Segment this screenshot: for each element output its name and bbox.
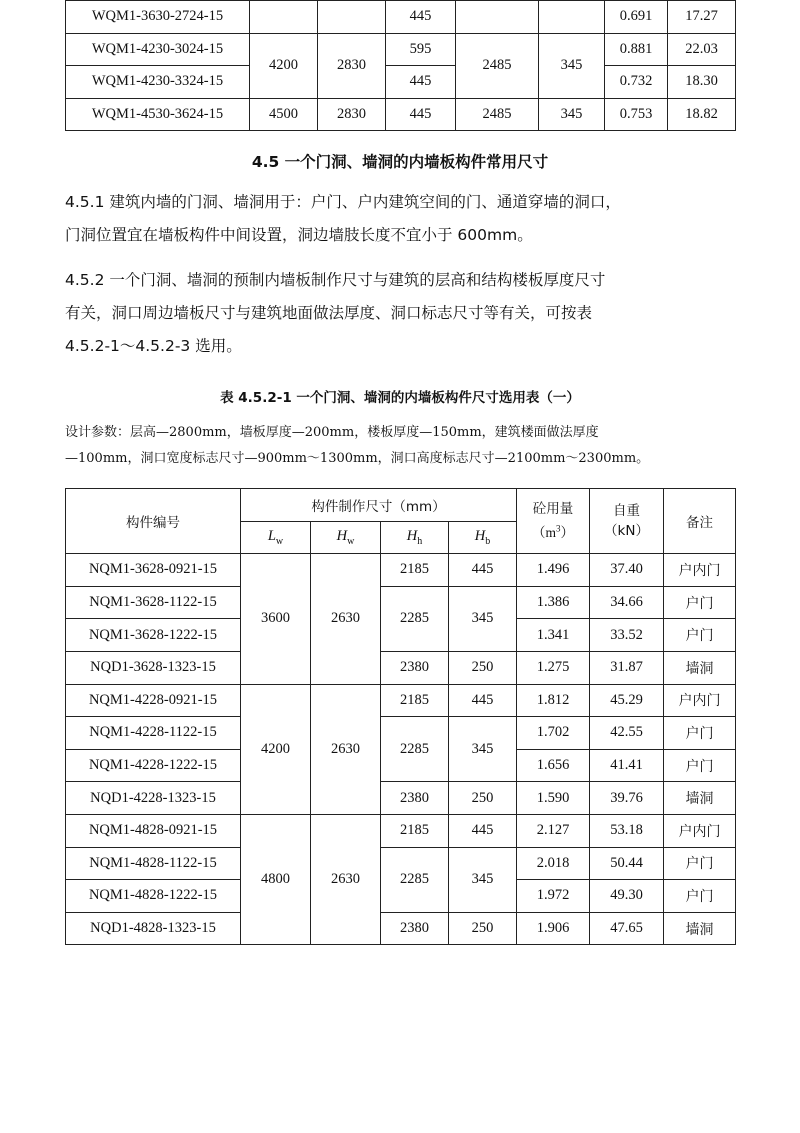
component-id-cell: WQM1-4230-3024-15 [66, 33, 250, 66]
volume-cell: 1.496 [517, 554, 590, 587]
weight-cell: 18.30 [668, 66, 736, 99]
hh-cell: 2380 [381, 912, 449, 945]
weight-cell: 31.87 [590, 651, 664, 684]
weight-cell: 47.65 [590, 912, 664, 945]
table-row [66, 98, 736, 131]
header-hw: $H_w$ [311, 521, 381, 554]
note-cell: 户门 [664, 717, 736, 750]
table-row [66, 651, 736, 684]
hh-cell: 2185 [381, 814, 449, 847]
weight-cell: 37.40 [590, 554, 664, 587]
hh-cell: 445 [386, 1, 456, 34]
hb-cell: 250 [449, 912, 517, 945]
component-id-cell: NQM1-4228-0921-15 [66, 684, 241, 717]
volume-cell: 0.732 [605, 66, 668, 99]
paragraph-line: 4.5.1 建筑内墙的门洞、墙洞用于：户门、户内建筑空间的门、通道穿墙的洞口， [65, 193, 621, 211]
weight-cell: 34.66 [590, 586, 664, 619]
note-cell: 户门 [664, 586, 736, 619]
note-cell: 墙洞 [664, 651, 736, 684]
hh-cell: 2285 [381, 717, 449, 782]
table-row [66, 814, 736, 847]
hh-cell: 2380 [381, 782, 449, 815]
component-id-cell: NQD1-3628-1323-15 [66, 651, 241, 684]
note-cell: 户门 [664, 619, 736, 652]
hb-cell: 445 [449, 554, 517, 587]
hh-cell: 2285 [381, 847, 449, 912]
volume-cell: 1.906 [517, 912, 590, 945]
note-cell: 户门 [664, 847, 736, 880]
design-params-line: 设计参数：层高—2800mm，墙板厚度—200mm，楼板厚度—150mm，建筑楼面做法厚度 [65, 425, 599, 440]
hh-cell: 2285 [381, 586, 449, 651]
hh-cell: 445 [386, 98, 456, 131]
volume-cell: 1.341 [517, 619, 590, 652]
header-hh: $H_h$ [381, 521, 449, 554]
hw-cell: 2830 [318, 33, 386, 98]
volume-cell: 0.691 [605, 1, 668, 34]
volume-cell: 2.018 [517, 847, 590, 880]
hw-cell: 2630 [311, 554, 381, 684]
table-row [66, 684, 736, 717]
section-heading: 4.5 一个门洞、墙洞的内墙板构件常用尺寸 [251, 153, 549, 171]
note-cell: 墙洞 [664, 912, 736, 945]
weight-cell: 18.82 [668, 98, 736, 131]
hb-cell: 345 [449, 717, 517, 782]
volume-cell: 1.656 [517, 749, 590, 782]
hh-cell: 595 [386, 33, 456, 66]
table-row [66, 912, 736, 945]
table-caption: 表 4.5.2-1 一个门洞、墙洞的内墙板构件尺寸选用表（一） [220, 390, 580, 406]
hb-cell: 345 [449, 847, 517, 912]
weight-cell: 41.41 [590, 749, 664, 782]
table-row [66, 1, 736, 34]
table-row [66, 586, 736, 619]
design-parameters [65, 420, 740, 472]
weight-cell: 22.03 [668, 33, 736, 66]
hb-cell: 250 [449, 651, 517, 684]
component-size-table [65, 488, 736, 945]
volume-cell: 0.753 [605, 98, 668, 131]
hb-cell: 445 [449, 814, 517, 847]
volume-cell: 1.590 [517, 782, 590, 815]
header-lw: $L_w$ [241, 521, 311, 554]
weight-cell: 45.29 [590, 684, 664, 717]
hw-cell [318, 1, 386, 34]
component-id-cell: WQM1-3630-2724-15 [66, 1, 250, 34]
note-cell: 墙洞 [664, 782, 736, 815]
weight-cell: 42.55 [590, 717, 664, 750]
component-id-cell: NQM1-4828-1122-15 [66, 847, 241, 880]
weight-cell: 33.52 [590, 619, 664, 652]
hb2-cell [539, 1, 605, 34]
hh-cell: 2185 [381, 554, 449, 587]
paragraph-4-5-2 [65, 264, 737, 363]
table-row [66, 554, 736, 587]
lw-cell: 4200 [250, 33, 318, 98]
table-row [66, 66, 736, 99]
note-cell: 户门 [664, 880, 736, 913]
hh-cell: 2185 [381, 684, 449, 717]
table-row [66, 782, 736, 815]
hh-cell: 445 [386, 66, 456, 99]
header-dimensions: 构件制作尺寸（mm） [241, 489, 517, 522]
lw-cell: 4800 [241, 814, 311, 944]
paragraph-line: 有关，洞口周边墙板尺寸与建筑地面做法厚度、洞口标志尺寸等有关，可按表 [65, 304, 593, 322]
hw-cell: 2630 [311, 814, 381, 944]
component-id-cell: WQM1-4530-3624-15 [66, 98, 250, 131]
volume-cell: 1.275 [517, 651, 590, 684]
volume-cell: 1.972 [517, 880, 590, 913]
continued-table [65, 0, 736, 131]
paragraph-4-5-1 [65, 186, 737, 252]
component-id-cell: NQM1-4828-1222-15 [66, 880, 241, 913]
paragraph-line: 4.5.2-1～4.5.2-3 选用。 [65, 337, 242, 355]
paragraph-line: 4.5.2 一个门洞、墙洞的预制内墙板制作尺寸与建筑的层高和结构楼板厚度尺寸 [65, 271, 606, 289]
component-id-cell: NQM1-4228-1122-15 [66, 717, 241, 750]
volume-cell: 1.386 [517, 586, 590, 619]
weight-cell: 50.44 [590, 847, 664, 880]
header-notes: 备注 [664, 489, 736, 554]
hb2-cell: 345 [539, 33, 605, 98]
hb-cell [456, 1, 539, 34]
component-id-cell: NQM1-3628-1222-15 [66, 619, 241, 652]
hh-cell: 2380 [381, 651, 449, 684]
header-row [66, 489, 736, 522]
weight-cell: 49.30 [590, 880, 664, 913]
weight-cell: 39.76 [590, 782, 664, 815]
volume-cell: 0.881 [605, 33, 668, 66]
note-cell: 户门 [664, 749, 736, 782]
component-id-cell: WQM1-4230-3324-15 [66, 66, 250, 99]
component-id-cell: NQM1-4828-0921-15 [66, 814, 241, 847]
component-id-cell: NQD1-4228-1323-15 [66, 782, 241, 815]
weight-cell: 53.18 [590, 814, 664, 847]
component-id-cell: NQM1-3628-1122-15 [66, 586, 241, 619]
note-cell: 户内门 [664, 554, 736, 587]
hb-cell: 2485 [456, 98, 539, 131]
design-params-line: —100mm，洞口宽度标志尺寸—900mm～1300mm，洞口高度标志尺寸—2100mm～2300mm。 [65, 451, 650, 466]
hb-cell: 445 [449, 684, 517, 717]
component-id-cell: NQM1-3628-0921-15 [66, 554, 241, 587]
hb-cell: 345 [449, 586, 517, 651]
note-cell: 户内门 [664, 814, 736, 847]
hb-cell: 2485 [456, 33, 539, 98]
lw-cell [250, 1, 318, 34]
header-weight: 自重 （kN） [590, 489, 664, 554]
header-concrete: 砼用量 $(m^3)$ [517, 489, 590, 554]
volume-cell: 1.812 [517, 684, 590, 717]
volume-cell: 1.702 [517, 717, 590, 750]
volume-cell: 2.127 [517, 814, 590, 847]
lw-cell: 4500 [250, 98, 318, 131]
lw-cell: 4200 [241, 684, 311, 814]
weight-cell: 17.27 [668, 1, 736, 34]
note-cell: 户内门 [664, 684, 736, 717]
table-row [66, 33, 736, 66]
header-component-id: 构件编号 [66, 489, 241, 554]
hb-cell: 250 [449, 782, 517, 815]
component-id-cell: NQD1-4828-1323-15 [66, 912, 241, 945]
component-id-cell: NQM1-4228-1222-15 [66, 749, 241, 782]
hb2-cell: 345 [539, 98, 605, 131]
table-row [66, 847, 736, 880]
hw-cell: 2830 [318, 98, 386, 131]
hw-cell: 2630 [311, 684, 381, 814]
table-row [66, 717, 736, 750]
paragraph-line: 门洞位置宜在墙板构件中间设置，洞边墙肢长度不宜小于 600mm。 [65, 226, 533, 244]
lw-cell: 3600 [241, 554, 311, 684]
header-hb: $H_b$ [449, 521, 517, 554]
